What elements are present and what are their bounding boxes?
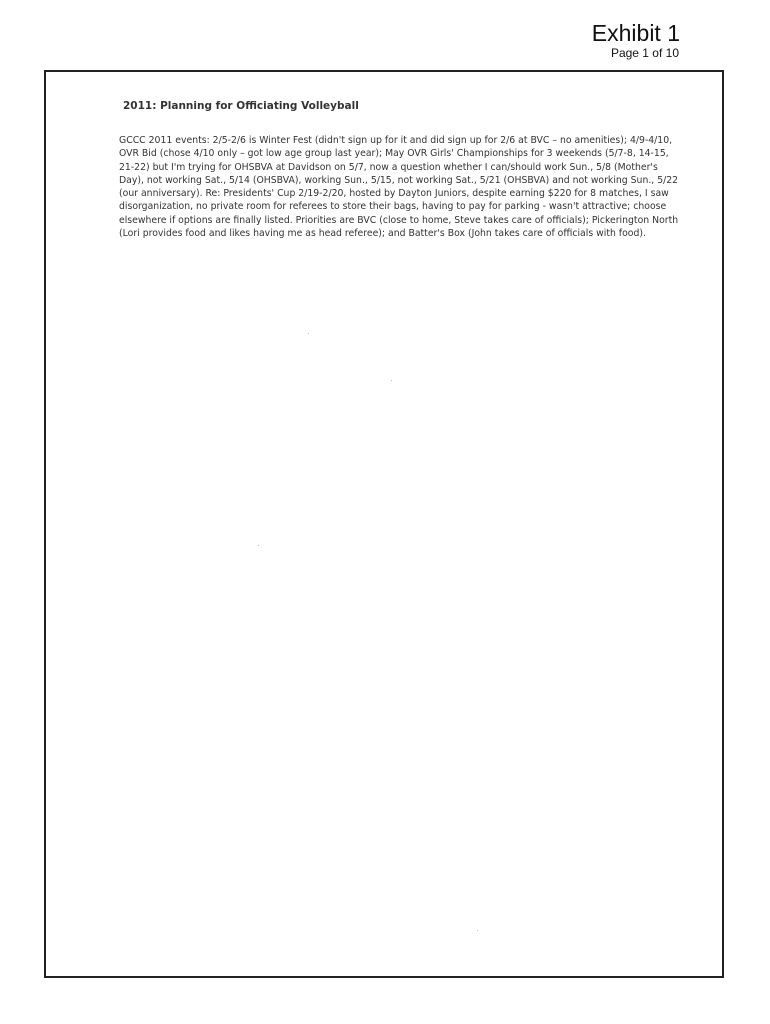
- document-body-paragraph: GCCC 2011 events: 2/5-2/6 is Winter Fest (didn't sign up for it and did sign up for 2/6 at BVC – no amenities); 4/9-4/10, OVR Bid (chose 4/10 only – got low age group last year); May OVR Girls' Championships for 3 weekends (5/7-8, 14-15, 21-22) but I'm trying for OHSBVA at Davidson on 5/7, now a question whether I can/should work Sun., 5/8 (Mother's Day), not working Sat., 5/14 (OHSBVA), working Sun., 5/15, not working Sat., 5/21 (OHSBVA) and not working Sun., 5/22 (our anniversary). Re: Presidents' Cup 2/19-2/20, hosted by Dayton Juniors, despite earning $220 for 8 matches, I saw disorganization, no private room for referees to store their bags, having to pay for parking - wasn't attractive; choose elsewhere if options are finally listed. Priorities are BVC (close to home, Steve takes care of officials); Pickerington North (Lori provides food and likes having me as head referee); and Batter's Box (John takes care of officials with food).: [119, 135, 679, 240]
- scan-speck: [391, 380, 392, 381]
- document-frame: [44, 70, 724, 978]
- document-heading: 2011: Planning for Officiating Volleyball: [123, 100, 359, 112]
- scan-speck: [258, 545, 259, 546]
- scan-speck: [477, 930, 478, 931]
- page-number: Page 1 of 10: [610, 46, 679, 60]
- exhibit-label: Exhibit 1: [591, 20, 680, 46]
- scan-speck: [308, 333, 309, 334]
